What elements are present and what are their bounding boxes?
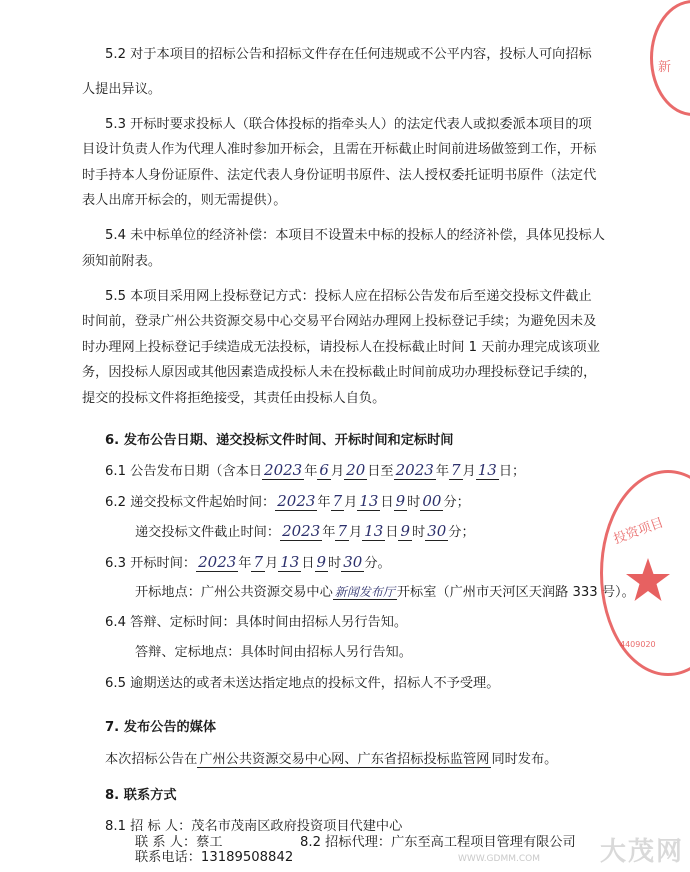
para-5-5-line1: 5.5 本项目采用网上投标登记方式：投标人应在招标公告发布后至递交投标文件截止 bbox=[105, 289, 592, 304]
para-8-2: 8.2 招标代理：广东至高工程项目管理有限公司 bbox=[300, 835, 576, 850]
handwritten-day: 13 bbox=[359, 492, 379, 510]
watermark-brand: 大茂网 bbox=[599, 837, 684, 867]
seal-star-icon bbox=[625, 558, 671, 602]
text: 年 bbox=[304, 464, 318, 479]
para-5-3-line4: 表人出席开标会的，则无需提供）。 bbox=[82, 193, 287, 208]
para-5-4-line2: 须知前附表。 bbox=[82, 254, 162, 269]
text: 分； bbox=[443, 495, 470, 510]
handwritten-month: 7 bbox=[332, 492, 343, 510]
para-5-4-line1: 5.4 未中标单位的经济补偿：本项目不设置未中标的投标人的经济补偿，具体见投标人 bbox=[105, 228, 605, 243]
text: 月 bbox=[265, 556, 279, 571]
text: 月 bbox=[462, 464, 476, 479]
text: 开标地点：广州公共资源交易中心 bbox=[135, 585, 333, 600]
para-5-2-line1: 5.2 对于本项目的招标公告和招标文件存在任何违规或不公平内容，投标人可向招标 bbox=[105, 47, 592, 62]
para-7 bbox=[105, 751, 557, 769]
handwritten-day: 13 bbox=[364, 522, 384, 540]
handwritten-month: 6 bbox=[319, 461, 329, 479]
section-6-heading: 6. 发布公告日期、递交投标文件时间、开标时间和定标时间 bbox=[105, 433, 454, 448]
para-5-5-line2: 时间前，登录广州公共资源交易中心交易平台网站办理网上投标登记手续；为避免因未及 bbox=[82, 314, 597, 329]
contact-phone: 联系电话：13189508842 bbox=[135, 850, 294, 865]
handwritten-room: 新闻发布厅 bbox=[334, 585, 395, 599]
text: 递交投标文件截止时间： bbox=[135, 525, 281, 540]
handwritten-day: 20 bbox=[346, 461, 366, 479]
text: 同时发布。 bbox=[491, 752, 558, 767]
text: 开标室（广州市天河区天润路 333 号）。 bbox=[396, 585, 635, 600]
para-5-2-line2: 人提出异议。 bbox=[82, 82, 162, 97]
para-5-3-line1: 5.3 开标时要求投标人（联合体投标的指牵头人）的法定代表人或拟委派本项目的项 bbox=[105, 117, 592, 132]
handwritten-year: 2023 bbox=[282, 522, 321, 540]
para-5-5-line5: 提交的投标文件将拒绝接受，其责任由投标人自负。 bbox=[82, 391, 386, 406]
para-5-3-line2: 目设计负责人作为代理人准时参加开标会，且需在开标截止时间前进场做签到工作，开标 bbox=[82, 142, 597, 157]
para-6-5: 6.5 逾期送达的或者未送达指定地点的投标文件，招标人不予受理。 bbox=[105, 676, 500, 691]
text: 6.1 公告发布日期（含本日 bbox=[105, 464, 263, 479]
text: 日 bbox=[380, 495, 394, 510]
handwritten-year: 2023 bbox=[264, 461, 303, 479]
para-5-3-line3: 时手持本人身份证原件、法定代表人身份证明书原件、法人授权委托证明书原件（法定代 bbox=[82, 168, 597, 183]
text: 年 bbox=[317, 495, 331, 510]
seal-text-top: 新 bbox=[658, 60, 672, 75]
text: 本次招标公告在 bbox=[105, 752, 198, 767]
text: 日至 bbox=[367, 464, 394, 479]
para-6-4-location: 答辩、定标地点：具体时间由招标人另行告知。 bbox=[135, 645, 412, 660]
section-7-heading: 7. 发布公告的媒体 bbox=[105, 720, 217, 735]
handwritten-minute: 30 bbox=[343, 553, 363, 571]
handwritten-year: 2023 bbox=[277, 492, 316, 510]
para-6-2 bbox=[105, 492, 470, 512]
handwritten-minute: 30 bbox=[427, 522, 447, 540]
para-6-2-deadline bbox=[135, 522, 475, 542]
para-6-3-location bbox=[135, 583, 635, 602]
text: 日 bbox=[385, 525, 399, 540]
section-8-heading: 8. 联系方式 bbox=[105, 788, 177, 803]
para-6-3 bbox=[105, 553, 391, 573]
text: 年 bbox=[238, 556, 252, 571]
text: 年 bbox=[322, 525, 336, 540]
handwritten-day: 13 bbox=[477, 461, 497, 479]
text: 日 bbox=[301, 556, 315, 571]
seal-number-right: 4409020 bbox=[620, 640, 656, 649]
text: 月 bbox=[344, 495, 358, 510]
text: 月 bbox=[348, 525, 363, 540]
text: 月 bbox=[330, 464, 345, 479]
handwritten-year: 2023 bbox=[395, 461, 434, 479]
text: 日； bbox=[498, 464, 526, 479]
text: 分。 bbox=[364, 556, 391, 571]
para-8-1: 8.1 招 标 人：茂名市茂南区政府投资项目代建中心 bbox=[105, 819, 403, 834]
text: 时 bbox=[407, 495, 421, 510]
handwritten-hour: 9 bbox=[395, 492, 406, 510]
text: 年 bbox=[435, 464, 449, 479]
handwritten-month: 7 bbox=[451, 461, 461, 479]
handwritten-month: 7 bbox=[253, 553, 264, 571]
handwritten-hour: 9 bbox=[400, 522, 410, 540]
text: 时 bbox=[328, 556, 342, 571]
media-names: 广州公共资源交易中心网、广东省招标投标监管网 bbox=[199, 752, 490, 767]
para-5-5-line4: 务，因投标人原因或其他因素造成投标人未在投标截止时间前成功办理投标登记手续的， bbox=[82, 365, 597, 380]
handwritten-day: 13 bbox=[280, 553, 300, 571]
para-6-4: 6.4 答辩、定标时间：具体时间由招标人另行告知。 bbox=[105, 615, 408, 630]
handwritten-minute: 00 bbox=[422, 492, 442, 510]
handwritten-year: 2023 bbox=[198, 553, 237, 571]
para-5-5-line3: 时办理网上投标登记手续造成无法投标，请投标人在投标截止时间 1 天前办理完成该项业 bbox=[82, 340, 600, 355]
text: 6.2 递交投标文件起始时间： bbox=[105, 495, 276, 510]
watermark-url: WWW.GDMM.COM bbox=[458, 854, 540, 864]
handwritten-month: 7 bbox=[337, 522, 347, 540]
text: 时 bbox=[412, 525, 426, 540]
handwritten-hour: 9 bbox=[316, 553, 327, 571]
text: 分； bbox=[448, 525, 475, 540]
contact-person: 联 系 人：蔡工 bbox=[135, 835, 223, 850]
seal-text-right: 投资项目 bbox=[611, 515, 666, 548]
para-6-1 bbox=[105, 461, 525, 481]
text: 6.3 开标时间： bbox=[105, 556, 197, 571]
